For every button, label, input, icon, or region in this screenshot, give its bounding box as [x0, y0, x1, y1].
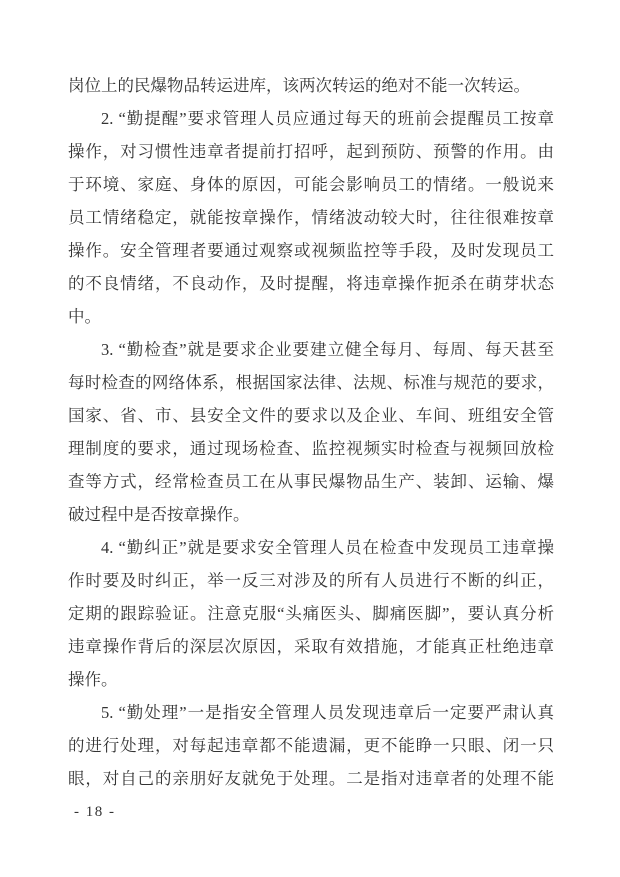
text-line: 眼，对自己的亲朋好友就免于处理。二是指对违章者的处理不能 — [68, 769, 554, 788]
text-line: 定期的跟踪验证。注意克服“头痛医头、脚痛医脚”，要认真分析 — [68, 604, 554, 623]
text-line: 破过程中是否按章操作。 — [68, 505, 250, 524]
text-line: 查等方式，经常检查员工在从事民爆物品生产、装卸、运输、爆 — [68, 472, 554, 491]
body-text — [68, 69, 554, 795]
text-line: 4. “勤纠正”就是要求安全管理人员在检查中发现员工违章操 — [101, 538, 554, 557]
text-line: 的不良情绪，不良动作，及时提醒，将违章操作扼杀在萌芽状态 — [68, 274, 554, 293]
page-number: - 18 - — [74, 804, 116, 820]
text-line: 5. “勤处理”一是指安全管理人员发现违章后一定要严肃认真 — [101, 703, 554, 722]
text-line: 的进行处理，对每起违章都不能遗漏，更不能睁一只眼、闭一只 — [68, 736, 554, 755]
text-line: 国家、省、市、县安全文件的要求以及企业、车间、班组安全管 — [68, 406, 554, 425]
text-line: 岗位上的民爆物品转运进库，该两次转运的绝对不能一次转运。 — [68, 76, 530, 95]
text-line: 中。 — [68, 307, 101, 326]
text-line: 员工情绪稳定，就能按章操作，情绪波动较大时，往往很难按章 — [68, 208, 554, 227]
text-line: 作时要及时纠正，举一反三对涉及的所有人员进行不断的纠正， — [68, 571, 554, 590]
text-line: 操作。 — [68, 670, 118, 689]
text-line: 于环境、家庭、身体的原因，可能会影响员工的情绪。一般说来 — [68, 175, 554, 194]
text-line: 操作，对习惯性违章者提前打招呼，起到预防、预警的作用。由 — [68, 142, 554, 161]
text-line: 理制度的要求，通过现场检查、监控视频实时检查与视频回放检 — [68, 439, 554, 458]
text-line: 操作。安全管理者要通过观察或视频监控等手段，及时发现员工 — [68, 241, 554, 260]
text-line: 违章操作背后的深层次原因，采取有效措施，才能真正杜绝违章 — [68, 637, 554, 656]
text-line: 2. “勤提醒”要求管理人员应通过每天的班前会提醒员工按章 — [101, 109, 554, 128]
text-line: 3. “勤检查”就是要求企业要建立健全每月、每周、每天甚至 — [101, 340, 554, 359]
text-line: 每时检查的网络体系，根据国家法律、法规、标准与规范的要求， — [68, 373, 554, 392]
